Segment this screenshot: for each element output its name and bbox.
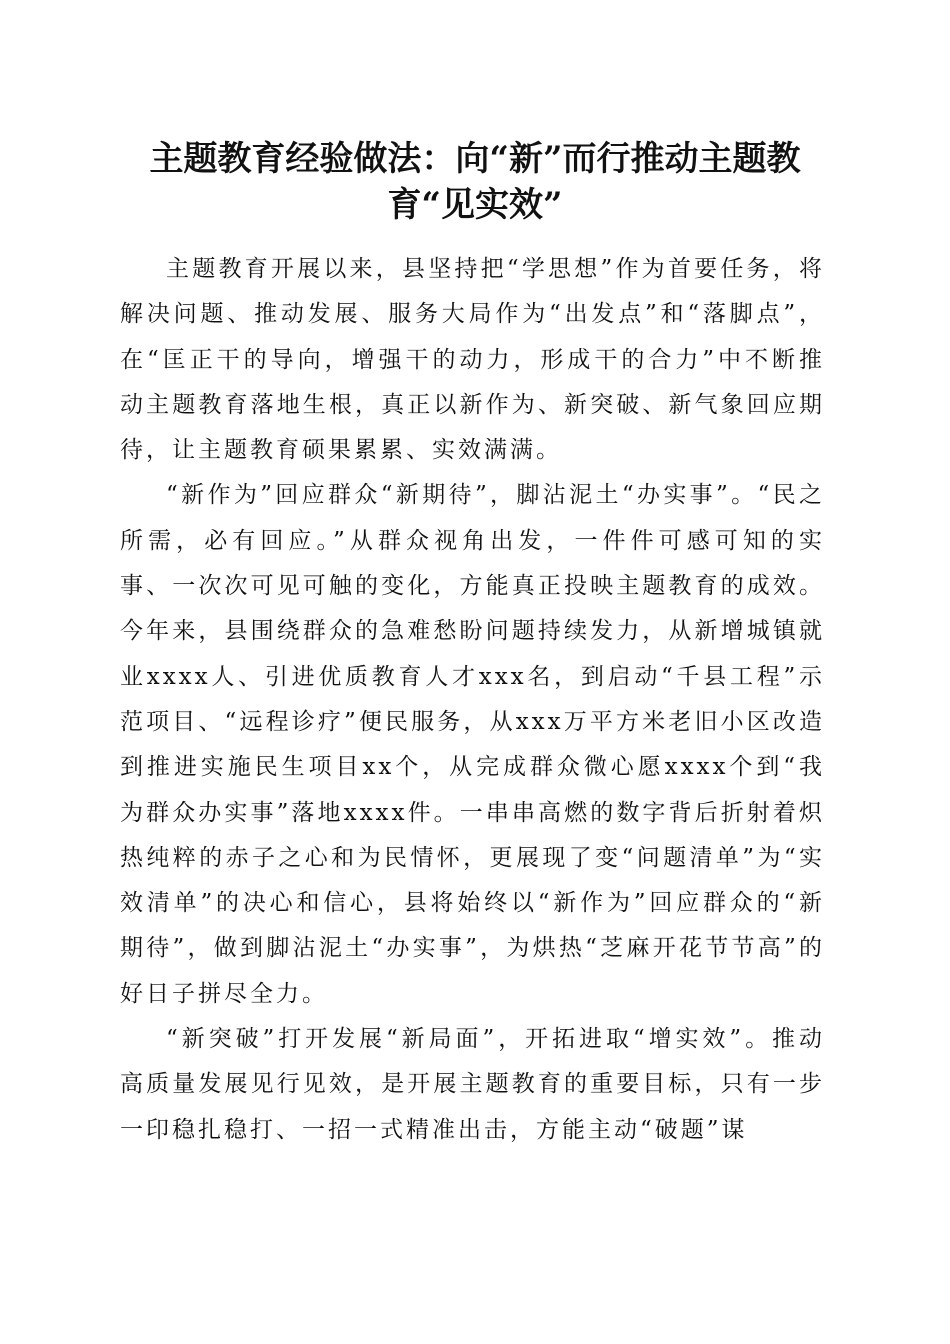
document-body bbox=[120, 247, 825, 1153]
paragraph-new-breakthrough: “新突破”打开发展“新局面”，开拓进取“增实效”。推动高质量发展见行见效，是开展主题教育的重要目标，只有一步一印稳扎稳打、一招一式精准出击，方能主动“破题”谋 bbox=[120, 1026, 825, 1143]
document-title bbox=[115, 136, 835, 228]
paragraph-new-action: “新作为”回应群众“新期待”，脚沾泥土“办实事”。“民之所需，必有回应。”从群众视角出发，一件件可感可知的实事、一次次可见可触的变化，方能真正投映主题教育的成效。今年来，县围绕群众的急难愁盼问题持续发力，从新增城镇就业xxxx人、引进优质教育人才xxx名，到启动“千县工程”示范项目、“远程诊疗”便民服务，从xxx万平方米老旧小区改造到推进实施民生项目xx个，从完成群众微心愿xxxx个到“我为群众办实事”落地xxxx件。一串串高燃的数字背后折射着炽热纯粹的赤子之心和为民情怀，更展现了变“问题清单”为“实效清单”的决心和信心，县将始终以“新作为”回应群众的“新期待”，做到脚沾泥土“办实事”，为烘热“芝麻开花节节高”的好日子拼尽全力。 bbox=[120, 482, 825, 1007]
paragraph-intro: 主题教育开展以来，县坚持把“学思想”作为首要任务，将解决问题、推动发展、服务大局作为“出发点”和“落脚点”，在“匡正干的导向，增强干的动力，形成干的合力”中不断推动主题教育落地生根，真正以新作为、新突破、新气象回应期待，让主题教育硕果累累、实效满满。 bbox=[120, 256, 825, 464]
title-line-1: 主题教育经验做法：向“新”而行推动主题教 bbox=[149, 139, 801, 179]
title-line-2: 育“见实效” bbox=[387, 185, 563, 225]
